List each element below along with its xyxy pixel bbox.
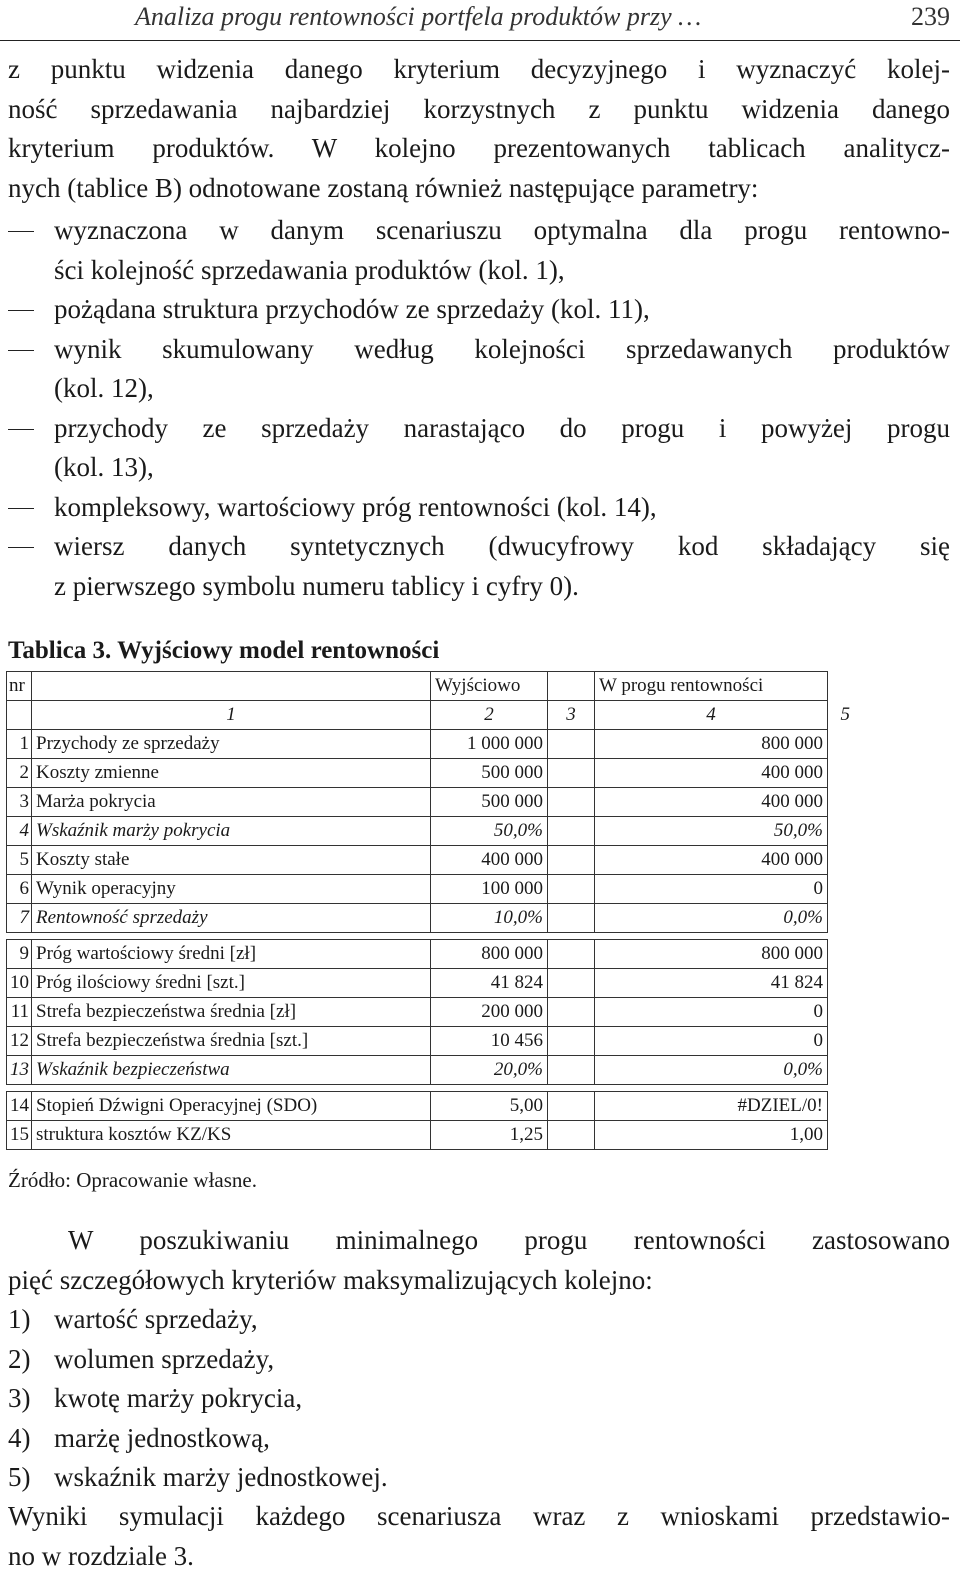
text-line: (kol. 12),: [54, 373, 154, 403]
text-line: pożądana struktura przychodów ze sprzedaży (kol. 11),: [54, 294, 650, 324]
row-label: Próg ilościowy średni [szt.]: [32, 969, 431, 998]
text-line: Wyniki symulacji każdego scenariusza wraz z wnioskami przedstawio-: [8, 1501, 950, 1531]
value-breakeven: 0,0%: [595, 1056, 828, 1085]
value-initial: 20,0%: [431, 1056, 548, 1085]
row-number: 12: [7, 1027, 32, 1056]
row-edge: [828, 1056, 855, 1085]
list-text: wartość sprzedaży,: [54, 1304, 258, 1334]
value-blank: [548, 846, 595, 875]
row-edge: [828, 875, 855, 904]
table-row: [7, 1027, 855, 1056]
list-number: 4): [8, 1422, 31, 1453]
row-edge: [828, 788, 855, 817]
row-number: 6: [7, 875, 32, 904]
header-initial: Wyjściowo: [431, 672, 548, 701]
value-blank: [548, 998, 595, 1027]
row-number: 9: [7, 940, 32, 969]
text-line: wiersz danych syntetycznych (dwucyfrowy kod składający się: [54, 531, 950, 561]
paragraph-intro: [8, 50, 950, 208]
value-blank: [548, 788, 595, 817]
value-breakeven: 400 000: [595, 759, 828, 788]
value-blank: [548, 730, 595, 759]
value-blank: [548, 969, 595, 998]
row-edge: [828, 1092, 855, 1121]
table-row: [7, 730, 855, 759]
colnum-1: 1: [32, 701, 431, 730]
text-line: ność sprzedawania najbardziej korzystnych z punktu widzenia danego: [8, 93, 950, 124]
text-line: no w rozdziale 3.: [8, 1540, 194, 1571]
row-label: Rentowność sprzedaży: [32, 904, 431, 933]
value-initial: 41 824: [431, 969, 548, 998]
row-edge: [828, 998, 855, 1027]
value-initial: 500 000: [431, 759, 548, 788]
parameter-list: [8, 211, 950, 606]
table-header-row: [7, 672, 855, 701]
header-blank: [828, 672, 855, 701]
list-text: wolumen sprzedaży,: [54, 1343, 275, 1374]
value-breakeven: 41 824: [595, 969, 828, 998]
value-breakeven: 800 000: [595, 940, 828, 969]
row-edge: [828, 969, 855, 998]
text-line: nych (tablice B) odnotowane zostaną również następujące parametry:: [8, 172, 759, 203]
header-blank: [548, 672, 595, 701]
list-item: [8, 290, 950, 330]
list-number: 1): [8, 1304, 31, 1334]
row-label: Przychody ze sprzedaży: [32, 730, 431, 759]
page-number: 239: [911, 2, 950, 31]
row-label: Stopień Dźwigni Operacyjnej (SDO): [32, 1092, 431, 1121]
text-line: ści kolejność sprzedawania produktów (kol. 1),: [54, 254, 565, 285]
list-item: [8, 1458, 388, 1498]
table-row: [7, 940, 855, 969]
value-initial: 200 000: [431, 998, 548, 1027]
value-breakeven: 800 000: [595, 730, 828, 759]
table-row: [7, 1092, 855, 1121]
table-row: [7, 904, 855, 933]
text-line: przychody ze sprzedaży narastająco do progu i powyżej progu: [54, 412, 950, 443]
list-number: 5): [8, 1462, 31, 1492]
table-row: [7, 1056, 855, 1085]
paragraph-criteria: [8, 1221, 950, 1300]
list-text: marżę jednostkową,: [54, 1422, 270, 1453]
row-number: 5: [7, 846, 32, 875]
table-row: [7, 1121, 855, 1150]
text-line: z punktu widzenia danego kryterium decyzyjnego i wyznaczyć kolej-: [8, 54, 950, 84]
value-initial: 1,25: [431, 1121, 548, 1150]
value-blank: [548, 875, 595, 904]
colnum-5: 5: [840, 704, 850, 725]
row-number: 1: [7, 730, 32, 759]
list-item: [8, 409, 950, 488]
row-label: Strefa bezpieczeństwa średnia [zł]: [32, 998, 431, 1027]
text-line: W poszukiwaniu minimalnego progu rentowności zastosowano: [68, 1225, 950, 1255]
row-edge: [828, 1027, 855, 1056]
profitability-table: [6, 671, 855, 1150]
value-initial: 10,0%: [431, 904, 548, 933]
table-column-numbers: [7, 701, 855, 730]
text-line: wynik skumulowany według kolejności sprzedawanych produktów: [54, 333, 950, 364]
value-breakeven: 0: [595, 875, 828, 904]
list-text: kwotę marży pokrycia,: [54, 1383, 303, 1413]
criteria-list: [8, 1300, 388, 1498]
value-blank: [548, 904, 595, 933]
list-item: [8, 1340, 388, 1380]
row-label: Koszty stałe: [32, 846, 431, 875]
colnum-blank: [7, 701, 32, 730]
value-blank: [548, 1092, 595, 1121]
row-number: 14: [7, 1092, 32, 1121]
table-row: [7, 788, 855, 817]
row-number: 13: [7, 1056, 32, 1085]
row-label: Marża pokrycia: [32, 788, 431, 817]
list-item: [8, 488, 950, 528]
text-line: kryterium produktów. W kolejno prezentowanych tablicach analitycz-: [8, 133, 950, 163]
value-initial: 1 000 000: [431, 730, 548, 759]
value-breakeven: 400 000: [595, 846, 828, 875]
value-initial: 5,00: [431, 1092, 548, 1121]
row-edge: [828, 759, 855, 788]
list-number: 3): [8, 1383, 31, 1413]
value-breakeven: 400 000: [595, 788, 828, 817]
row-number: 15: [7, 1121, 32, 1150]
row-number: 3: [7, 788, 32, 817]
row-edge: [828, 730, 855, 759]
list-item: [8, 527, 950, 606]
text-line: (kol. 13),: [54, 452, 154, 482]
row-edge: [828, 904, 855, 933]
value-breakeven: 0: [595, 998, 828, 1027]
table-gap: [7, 933, 855, 940]
row-number: 2: [7, 759, 32, 788]
list-item: [8, 211, 950, 290]
table-row: [7, 817, 855, 846]
header-breakeven: W progu rentowności: [595, 672, 828, 701]
header-nr: nr: [7, 672, 32, 701]
value-breakeven: 1,00: [595, 1121, 828, 1150]
header-blank: [32, 672, 431, 701]
row-edge: [828, 940, 855, 969]
value-breakeven: 0,0%: [595, 904, 828, 933]
value-blank: [548, 759, 595, 788]
table-gap: [7, 1085, 855, 1092]
row-number: 11: [7, 998, 32, 1027]
colnum-3: 3: [548, 701, 595, 730]
text-line: wyznaczona w danym scenariuszu optymalna dla progu rentowno-: [54, 215, 950, 245]
row-edge: [828, 1121, 855, 1150]
list-item: [8, 1379, 388, 1419]
value-blank: [548, 1056, 595, 1085]
table-row: [7, 969, 855, 998]
table-row: [7, 846, 855, 875]
value-initial: 10 456: [431, 1027, 548, 1056]
table-row: [7, 875, 855, 904]
row-label: Strefa bezpieczeństwa średnia [szt.]: [32, 1027, 431, 1056]
running-header: [0, 0, 960, 41]
list-item: [8, 1300, 388, 1340]
row-number: 7: [7, 904, 32, 933]
value-blank: [548, 940, 595, 969]
list-text: wskaźnik marży jednostkowej.: [54, 1462, 388, 1492]
paragraph-conclusion: [8, 1497, 950, 1576]
value-initial: 800 000: [431, 940, 548, 969]
text-line: z pierwszego symbolu numeru tablicy i cyfry 0).: [54, 570, 579, 601]
value-initial: 50,0%: [431, 817, 548, 846]
value-initial: 500 000: [431, 788, 548, 817]
table-source: Źródło: Opracowanie własne.: [8, 1168, 257, 1192]
row-number: 10: [7, 969, 32, 998]
table-row: [7, 759, 855, 788]
value-initial: 100 000: [431, 875, 548, 904]
table-row: [7, 998, 855, 1027]
row-edge: [828, 846, 855, 875]
list-number: 2): [8, 1343, 31, 1374]
table-title: Tablica 3. Wyjściowy model rentowności: [8, 637, 440, 664]
row-label: struktura kosztów KZ/KS: [32, 1121, 431, 1150]
list-item: [8, 330, 950, 409]
value-blank: [548, 1027, 595, 1056]
value-breakeven: #DZIEL/0!: [595, 1092, 828, 1121]
text-line: pięć szczegółowych kryteriów maksymalizujących kolejno:: [8, 1264, 653, 1295]
row-label: Wskaźnik marży pokrycia: [32, 817, 431, 846]
value-blank: [548, 817, 595, 846]
row-edge: [828, 817, 855, 846]
row-number: 4: [7, 817, 32, 846]
row-label: Próg wartościowy średni [zł]: [32, 940, 431, 969]
colnum-2: 2: [431, 701, 548, 730]
value-blank: [548, 1121, 595, 1150]
row-label: Koszty zmienne: [32, 759, 431, 788]
row-label: Wynik operacyjny: [32, 875, 431, 904]
value-breakeven: 0: [595, 1027, 828, 1056]
running-title: Analiza progu rentowności portfela produktów przy …: [135, 2, 702, 31]
list-item: [8, 1419, 388, 1459]
colnum-4: 4: [595, 701, 828, 730]
value-initial: 400 000: [431, 846, 548, 875]
value-breakeven: 50,0%: [595, 817, 828, 846]
text-line: kompleksowy, wartościowy próg rentowności (kol. 14),: [54, 491, 657, 522]
row-label: Wskaźnik bezpieczeństwa: [32, 1056, 431, 1085]
